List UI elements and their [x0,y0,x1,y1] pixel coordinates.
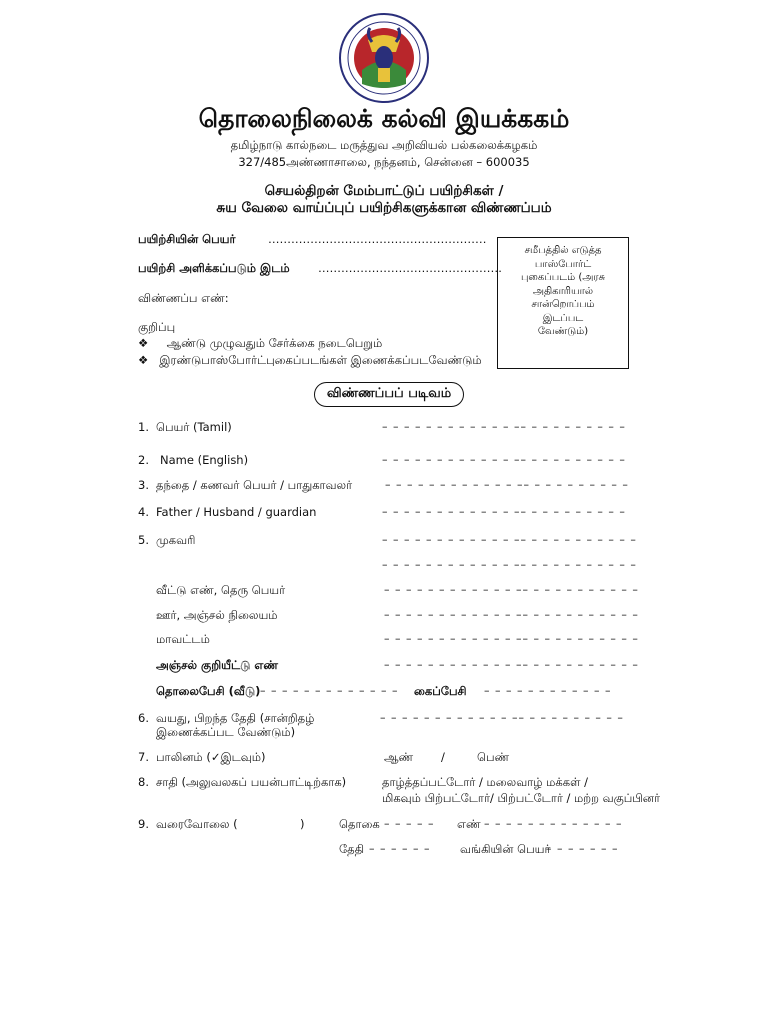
age-dob-label: வயது, பிறந்த தேதி (சான்றிதழ் [156,711,315,725]
guardian-english-label: Father / Husband / guardian [156,505,317,519]
name-tamil-field[interactable]: – – – – – – – – – – – – –– – – – – – – – – – [382,420,626,433]
photo-instruction-line: புகைப்படம் (அரசு [520,272,606,283]
university-seal-logo [338,12,430,104]
gender-separator: / [441,750,445,764]
age-dob-field[interactable]: – – – – – – – – – – – – –– – – – – – – – – – [380,711,624,724]
photo-instruction-line: பாஸ்போர்ட் [534,258,592,270]
photo-instruction-line: சமீபத்தில் எடுத்த [524,245,602,256]
form-title: விண்ணப்பப் படிவம் [314,382,464,407]
dd-date-field[interactable]: – – – – – – [369,842,431,855]
page-title: தொலைநிலைக் கல்வி இயக்ககம் [198,104,570,133]
university-address: 327/485அண்ணாசாலை, நந்தனம், சென்னை – 600035 [238,155,530,169]
dd-date-label: தேதி [339,842,365,856]
district-field[interactable]: – – – – – – – – – – – – –– – – – – – – – – – – [384,632,639,645]
field-number: 9. [138,817,149,831]
field-number: 4. [138,505,149,519]
guardian-english-field[interactable]: – – – – – – – – – – – – –– – – – – – – – – – [382,505,626,518]
photo-placeholder-box[interactable] [497,237,629,369]
field-number: 8. [138,775,149,789]
field-number: 6. [138,711,149,725]
field-number: 5. [138,533,149,547]
address-label: முகவரி [156,533,196,547]
photo-instruction-line: வேண்டும்) [537,326,589,337]
note-item [138,353,482,369]
field-number: 2. [138,453,149,467]
phone-home-label: தொலைபேசி (வீடு) [156,684,261,698]
training-place-field[interactable]: ………………………………………… [318,261,502,275]
caste-options-line1[interactable]: தாழ்த்தப்பட்டோர் / மலைவாழ் மக்கள் / [382,775,589,789]
photo-instruction-line: சான்றொப்பம் [531,299,595,310]
field-number: 1. [138,420,149,434]
town-post-label: ஊர், அஞ்சல் நிலையம் [156,608,278,622]
guardian-tamil-field[interactable]: – – – – – – – – – – – – –– – – – – – – – – – [385,478,629,491]
bank-name-field[interactable]: – – – – – – – [546,842,619,855]
address-field-line2[interactable]: – – – – – – – – – – – – –– – – – – – – – – – – [382,558,637,571]
name-english-field[interactable]: – – – – – – – – – – – – –– – – – – – – – – – [382,453,626,466]
pincode-label: அஞ்சல் குறியீட்டு எண் [156,658,278,672]
field-number: 3. [138,478,149,492]
guardian-tamil-label: தந்தை / கணவர் பெயர் / பாதுகாவலர் [156,478,353,492]
gender-label: பாலினம் (✓இடவும்) [156,750,266,764]
amount-field[interactable]: – – – – – [384,817,435,830]
pincode-field[interactable]: – – – – – – – – – – – – –– – – – – – – – – – – [384,658,639,671]
training-place-label: பயிற்சி அளிக்கப்படும் இடம் [138,261,290,275]
photo-instruction-line: அதிகாரியால் [532,285,594,297]
field-number: 7. [138,750,149,764]
dd-number-field[interactable]: – – – – – – – – – – – – – [484,817,623,830]
name-english-label: Name (English) [160,453,249,467]
mobile-field[interactable]: – – – – – – – – – – – – [484,684,612,697]
university-name: தமிழ்நாடு கால்நடை மருத்துவ அறிவியல் பல்கலைக்கழகம் [230,138,538,152]
caste-options-line2[interactable]: மிகவும் பிற்பட்டோர்/ பிற்பட்டோர் / மற்ற வகுப்பினர் [382,791,660,805]
notes-heading: குறிப்பு [138,320,176,334]
age-dob-label-cont: இணைக்கப்பட வேண்டும்) [156,725,296,739]
course-heading-line1: செயல்திறன் மேம்பாட்டுப் பயிற்சிகள் / [264,183,504,199]
caste-label: சாதி (அலுவலகப் பயன்பாட்டிற்காக) [156,775,347,789]
note-item [138,336,382,352]
address-field-line1[interactable]: – – – – – – – – – – – – –– – – – – – – – – – – [382,533,637,546]
photo-instruction-line: இடப்பட [542,312,584,324]
bullet-icon: ❖ [138,336,149,350]
note-text: இரண்டுபாஸ்போர்ட்புகைப்படங்கள் இணைக்கப்படவேண்டும் [159,353,482,367]
bank-name-label: வங்கியின் பெயர் [460,842,551,856]
demand-draft-label: வரைவோலை ( [156,817,238,831]
amount-label: தொகை [339,817,380,831]
trainee-name-label: பயிற்சியின் பெயர் [138,232,236,246]
phone-home-field[interactable]: – – – – – – – – – – – – – [260,684,399,697]
name-tamil-label: பெயர் (Tamil) [156,420,232,434]
gender-option-female[interactable]: பெண் [477,750,510,764]
mobile-label: கைப்பேசி [414,684,467,698]
gender-option-male[interactable]: ஆண் [384,750,414,764]
demand-draft-close-paren: ) [300,817,305,831]
application-number-label: விண்ணப்ப எண்: [138,291,229,305]
course-heading-line2: சுய வேலை வாய்ப்புப் பயிற்சிகளுக்கான விண்ணப்பம் [216,200,552,216]
house-street-field[interactable]: – – – – – – – – – – – – –– – – – – – – – – – – [384,583,639,596]
district-label: மாவட்டம் [156,632,210,646]
house-street-label: வீட்டு எண், தெரு பெயர் [156,583,286,597]
note-text: ஆண்டு முழுவதும் சேர்க்கை நடைபெறும் [166,336,383,350]
bullet-icon: ❖ [138,353,149,367]
town-post-field[interactable]: – – – – – – – – – – – – –– – – – – – – – – – – [384,608,639,621]
dd-number-label: எண் [457,817,481,831]
trainee-name-field[interactable]: ………………………………………………… [268,232,487,246]
